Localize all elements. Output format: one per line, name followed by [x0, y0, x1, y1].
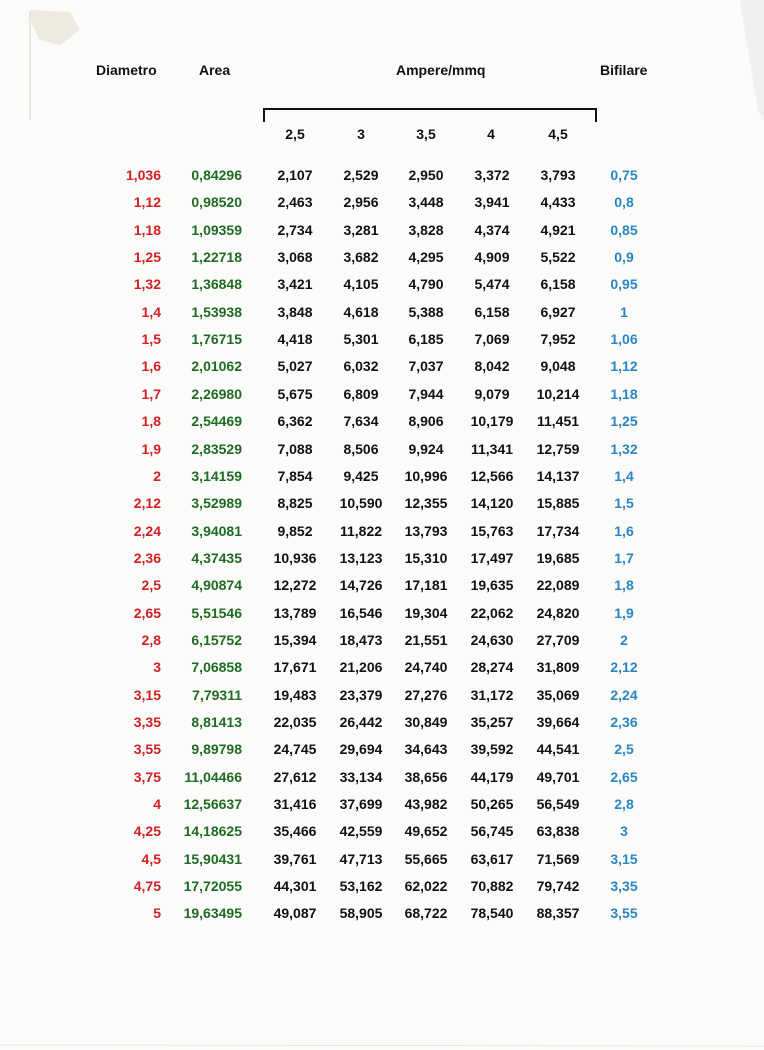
ampere-cell: 26,442 [339, 714, 383, 730]
ampere-cell: 2,529 [343, 167, 379, 183]
ampere-cell: 17,671 [273, 659, 317, 676]
ampere-cell: 2,107 [277, 167, 313, 183]
area-cell: 0,98520 [191, 194, 242, 211]
bifilare-cell: 1,12 [610, 358, 638, 375]
bifilare-cell: 2,5 [614, 741, 634, 758]
area-cell: 1,36848 [191, 276, 242, 293]
table-row [0, 739, 764, 759]
ampere-column-header: 3 [357, 126, 365, 142]
table-row [0, 767, 764, 787]
ampere-cell: 6,809 [343, 385, 379, 402]
bifilare-cell: 2 [620, 631, 628, 648]
ampere-cell: 5,522 [540, 249, 576, 266]
table-row [0, 821, 764, 841]
ampere-cell: 11,341 [470, 440, 514, 457]
ampere-cell: 49,087 [273, 905, 317, 922]
ampere-cell: 21,206 [339, 659, 383, 676]
ampere-cell: 16,546 [339, 604, 383, 621]
ampere-cell: 71,569 [536, 850, 580, 867]
ampere-cell: 78,540 [470, 905, 514, 922]
area-cell: 14,18625 [183, 823, 242, 840]
ampere-cell: 15,310 [404, 549, 448, 566]
table-row [0, 220, 764, 240]
diametro-cell: 1,32 [133, 276, 161, 293]
ampere-cell: 6,158 [474, 303, 510, 320]
ampere-cell: 10,936 [273, 549, 317, 566]
ampere-cell: 19,685 [536, 549, 580, 566]
diametro-cell: 1,5 [141, 331, 161, 348]
ampere-cell: 12,566 [470, 467, 514, 484]
ampere-cell: 35,257 [470, 714, 514, 730]
table-row [0, 247, 764, 267]
area-cell: 3,14159 [191, 467, 242, 484]
diametro-cell: 1,8 [141, 413, 161, 430]
area-cell: 1,22718 [191, 249, 242, 266]
area-cell: 9,89798 [191, 741, 242, 758]
table-row [0, 466, 764, 486]
ampere-cell: 19,635 [470, 577, 514, 594]
ampere-cell: 49,701 [536, 768, 580, 785]
bifilare-cell: 0,95 [610, 276, 638, 293]
area-cell: 19,63495 [183, 905, 242, 922]
bifilare-cell: 2,24 [610, 686, 638, 703]
ampere-cell: 3,372 [474, 167, 510, 183]
ampere-cell: 9,924 [408, 440, 444, 457]
ampere-cell: 35,069 [536, 686, 580, 703]
ampere-cell: 56,745 [470, 823, 514, 840]
bifilare-cell: 3,15 [610, 850, 638, 867]
ampere-column-header: 2,5 [285, 126, 305, 142]
diametro-cell: 1,12 [133, 194, 161, 211]
ampere-cell: 4,909 [474, 249, 510, 266]
bifilare-cell: 0,75 [610, 167, 638, 183]
bifilare-cell: 0,9 [614, 249, 634, 266]
ampere-cell: 4,921 [540, 221, 576, 238]
ampere-cell: 2,463 [277, 194, 313, 211]
ampere-cell: 22,089 [536, 577, 580, 594]
ampere-cell: 2,734 [277, 221, 313, 238]
ampere-cell: 7,634 [343, 413, 379, 430]
ampere-cell: 49,652 [404, 823, 448, 840]
area-cell: 1,53938 [191, 303, 242, 320]
bifilare-cell: 3 [620, 823, 628, 840]
diametro-cell: 1,25 [133, 249, 161, 266]
table-row [0, 165, 764, 185]
area-cell: 3,94081 [191, 522, 242, 539]
ampere-cell: 29,694 [339, 741, 383, 758]
ampere-cell: 4,790 [408, 276, 444, 293]
ampere-cell: 34,643 [404, 741, 448, 758]
header-diametro: Diametro [96, 62, 157, 78]
diametro-cell: 3,55 [133, 741, 161, 758]
table-row [0, 521, 764, 541]
ampere-cell: 31,809 [536, 659, 580, 676]
ampere-cell: 19,483 [273, 686, 317, 703]
bifilare-cell: 1,6 [614, 522, 634, 539]
table-row [0, 630, 764, 650]
ampere-cell: 10,996 [404, 467, 448, 484]
ampere-cell: 24,740 [404, 659, 448, 676]
ampere-cell: 70,882 [470, 878, 514, 895]
bifilare-cell: 1,9 [614, 604, 634, 621]
ampere-cell: 8,825 [277, 495, 313, 512]
ampere-cell: 10,214 [536, 385, 580, 402]
bifilare-cell: 2,36 [610, 714, 638, 730]
bifilare-cell: 2,65 [610, 768, 638, 785]
ampere-cell: 3,448 [408, 194, 444, 211]
ampere-cell: 37,699 [339, 796, 383, 813]
area-cell: 1,09359 [191, 221, 242, 238]
ampere-cell: 42,559 [339, 823, 383, 840]
ampere-cell: 43,982 [404, 796, 448, 813]
ampere-cell: 13,123 [339, 549, 383, 566]
ampere-cell: 12,759 [536, 440, 580, 457]
ampere-cell: 17,734 [536, 522, 580, 539]
diametro-cell: 3 [153, 659, 161, 676]
area-cell: 3,52989 [191, 495, 242, 512]
ampere-cell: 9,425 [343, 467, 379, 484]
ampere-cell: 14,120 [470, 495, 514, 512]
table-row [0, 657, 764, 677]
table-row [0, 439, 764, 459]
area-cell: 7,79311 [192, 686, 242, 703]
ampere-cell: 27,612 [273, 768, 317, 785]
ampere-column-header: 3,5 [416, 126, 436, 142]
ampere-cell: 14,726 [339, 577, 383, 594]
area-cell: 8,81413 [191, 714, 242, 730]
bifilare-cell: 1,8 [614, 577, 634, 594]
ampere-cell: 27,276 [404, 686, 448, 703]
ampere-cell: 4,618 [343, 303, 379, 320]
ampere-cell: 44,179 [470, 768, 514, 785]
bifilare-cell: 3,55 [610, 905, 638, 922]
ampere-cell: 5,474 [474, 276, 510, 293]
ampere-cell: 3,421 [277, 276, 313, 293]
area-cell: 2,01062 [191, 358, 242, 375]
ampere-cell: 3,793 [540, 167, 576, 183]
table-row [0, 302, 764, 322]
ampere-cell: 28,274 [470, 659, 514, 676]
ampere-cell: 27,709 [536, 631, 580, 648]
table-row [0, 274, 764, 294]
table-row [0, 192, 764, 212]
ampere-cell: 62,022 [404, 878, 448, 895]
ampere-cell: 5,675 [277, 385, 313, 402]
area-cell: 11,04466 [184, 768, 242, 785]
ampere-cell: 13,793 [404, 522, 448, 539]
ampere-cell: 7,952 [540, 331, 576, 348]
ampere-cell: 4,418 [277, 331, 313, 348]
table-row [0, 548, 764, 568]
ampere-cell: 47,713 [339, 850, 383, 867]
ampere-cell: 10,590 [339, 495, 383, 512]
ampere-cell: 63,617 [470, 850, 514, 867]
ampere-cell: 55,665 [404, 850, 448, 867]
ampere-cell: 22,035 [273, 714, 317, 730]
area-cell: 15,90431 [183, 850, 242, 867]
ampere-cell: 3,068 [277, 249, 313, 266]
ampere-cell: 50,265 [470, 796, 514, 813]
area-cell: 0,84296 [191, 167, 242, 183]
ampere-cell: 5,388 [408, 303, 444, 320]
table-row [0, 685, 764, 705]
ampere-cell: 4,295 [408, 249, 444, 266]
ampere-cell: 79,742 [536, 878, 580, 895]
ampere-cell: 4,433 [540, 194, 576, 211]
ampere-cell: 56,549 [536, 796, 580, 813]
diametro-cell: 1,7 [141, 385, 161, 402]
ampere-cell: 18,473 [339, 631, 383, 648]
ampere-cell: 3,828 [408, 221, 444, 238]
bifilare-cell: 1,5 [614, 495, 634, 512]
bifilare-cell: 0,8 [614, 194, 634, 211]
ampere-cell: 88,357 [536, 905, 580, 922]
ampere-cell: 31,172 [470, 686, 514, 703]
ampere-cell: 44,301 [273, 878, 317, 895]
ampere-cell: 9,852 [277, 522, 313, 539]
table-row [0, 794, 764, 814]
ampere-cell: 15,763 [470, 522, 514, 539]
bifilare-cell: 1,25 [610, 413, 638, 430]
ampere-cell: 7,854 [277, 467, 313, 484]
area-cell: 2,54469 [191, 413, 242, 430]
ampere-cell: 12,272 [273, 577, 317, 594]
ampere-cell: 4,105 [343, 276, 379, 293]
diametro-cell: 3,75 [133, 768, 161, 785]
ampere-cell: 22,062 [470, 604, 514, 621]
ampere-cell: 9,079 [474, 385, 510, 402]
diametro-cell: 1,9 [141, 440, 161, 457]
bifilare-cell: 2,12 [610, 659, 638, 676]
bifilare-cell: 1,32 [610, 440, 638, 457]
area-cell: 2,83529 [191, 440, 242, 457]
diametro-cell: 3,15 [133, 686, 161, 703]
ampere-cell: 8,906 [408, 413, 444, 430]
area-cell: 2,26980 [191, 385, 242, 402]
diametro-cell: 4,5 [141, 850, 161, 867]
ampere-cell: 5,027 [277, 358, 313, 375]
ampere-cell: 10,179 [470, 413, 514, 430]
diametro-cell: 4 [153, 796, 161, 813]
ampere-cell: 24,745 [273, 741, 317, 758]
ampere-cell: 8,506 [343, 440, 379, 457]
ampere-cell: 44,541 [536, 741, 580, 758]
header-area: Area [199, 62, 231, 78]
bifilare-cell: 0,85 [610, 221, 638, 238]
diametro-cell: 2,65 [133, 604, 161, 621]
ampere-cell: 6,927 [540, 303, 576, 320]
diametro-cell: 2,12 [133, 495, 161, 512]
diametro-cell: 2,8 [141, 631, 161, 648]
diametro-cell: 2,36 [133, 549, 161, 566]
ampere-cell: 6,185 [408, 331, 444, 348]
bifilare-cell: 3,35 [610, 878, 638, 895]
ampere-cell: 39,761 [273, 850, 317, 867]
ampere-cell: 4,374 [474, 221, 510, 238]
ampere-columns-bracket [263, 108, 597, 122]
area-cell: 17,72055 [183, 878, 242, 895]
ampere-cell: 15,885 [536, 495, 580, 512]
bifilare-cell: 2,8 [614, 796, 634, 813]
area-cell: 6,15752 [191, 631, 242, 648]
ampere-cell: 68,722 [404, 905, 448, 922]
ampere-cell: 5,301 [343, 331, 379, 348]
area-cell: 4,37435 [191, 549, 242, 566]
area-cell: 1,76715 [191, 331, 242, 348]
ampere-cell: 2,950 [408, 167, 444, 183]
ampere-cell: 21,551 [404, 631, 448, 648]
table-row [0, 575, 764, 595]
table-row [0, 384, 764, 404]
ampere-cell: 14,137 [536, 467, 580, 484]
ampere-cell: 7,069 [474, 331, 510, 348]
ampere-cell: 7,037 [408, 358, 444, 375]
ampere-cell: 39,664 [536, 714, 580, 730]
diametro-cell: 2,5 [141, 577, 161, 594]
bifilare-cell: 1,06 [610, 331, 638, 348]
header-ampere-mmq: Ampere/mmq [396, 62, 486, 78]
ampere-cell: 38,656 [404, 768, 448, 785]
ampere-cell: 3,848 [277, 303, 313, 320]
ampere-cell: 8,042 [474, 358, 510, 375]
diametro-cell: 1,6 [141, 358, 161, 375]
ampere-cell: 7,944 [408, 385, 444, 402]
ampere-cell: 15,394 [273, 631, 317, 648]
ampere-cell: 6,362 [277, 413, 313, 430]
ampere-cell: 33,134 [339, 768, 383, 785]
diametro-cell: 3,35 [133, 714, 161, 730]
ampere-cell: 13,789 [273, 604, 317, 621]
ampere-cell: 6,032 [343, 358, 379, 375]
header-bifilare: Bifilare [600, 62, 648, 78]
ampere-cell: 31,416 [273, 796, 317, 813]
ampere-cell: 53,162 [339, 878, 383, 895]
ampere-cell: 3,941 [474, 194, 510, 211]
diametro-cell: 1,036 [125, 167, 161, 183]
table-row [0, 411, 764, 431]
ampere-cell: 17,181 [404, 577, 448, 594]
area-cell: 7,06858 [191, 659, 242, 676]
diametro-cell: 4,75 [133, 878, 161, 895]
ampere-cell: 30,849 [404, 714, 448, 730]
area-cell: 5,51546 [191, 604, 242, 621]
diametro-cell: 2 [153, 467, 161, 484]
table-row [0, 493, 764, 513]
ampere-cell: 3,682 [343, 249, 379, 266]
ampere-cell: 23,379 [339, 686, 383, 703]
bifilare-cell: 1 [620, 303, 628, 320]
table-row [0, 603, 764, 623]
ampere-cell: 9,048 [540, 358, 576, 375]
ampere-cell: 3,281 [343, 221, 379, 238]
table-row [0, 849, 764, 869]
ampere-cell: 39,592 [470, 741, 514, 758]
ampere-cell: 7,088 [277, 440, 313, 457]
ampere-cell: 6,158 [540, 276, 576, 293]
ampere-cell: 24,820 [536, 604, 580, 621]
ampere-cell: 11,822 [339, 522, 383, 539]
table-row [0, 356, 764, 376]
diametro-cell: 1,4 [141, 303, 161, 320]
diametro-cell: 1,18 [133, 221, 161, 238]
ampere-cell: 58,905 [339, 905, 383, 922]
ampere-column-header: 4 [487, 126, 495, 142]
diametro-cell: 5 [153, 905, 161, 922]
bifilare-cell: 1,18 [610, 385, 638, 402]
diametro-cell: 4,25 [133, 823, 161, 840]
table-row [0, 329, 764, 349]
bifilare-cell: 1,4 [614, 467, 634, 484]
ampere-cell: 2,956 [343, 194, 379, 211]
ampere-cell: 63,838 [536, 823, 580, 840]
ampere-cell: 35,466 [273, 823, 317, 840]
ampere-cell: 12,355 [404, 495, 448, 512]
diametro-cell: 2,24 [133, 522, 161, 539]
ampere-column-header: 4,5 [548, 126, 568, 142]
ampere-cell: 11,451 [536, 413, 580, 430]
table-row [0, 712, 764, 732]
table-row [0, 876, 764, 896]
area-cell: 12,56637 [183, 796, 242, 813]
ampere-cell: 17,497 [470, 549, 514, 566]
ampere-cell: 24,630 [470, 631, 514, 648]
bifilare-cell: 1,7 [614, 549, 634, 566]
table-row [0, 903, 764, 923]
ampere-cell: 19,304 [404, 604, 448, 621]
area-cell: 4,90874 [191, 577, 242, 594]
